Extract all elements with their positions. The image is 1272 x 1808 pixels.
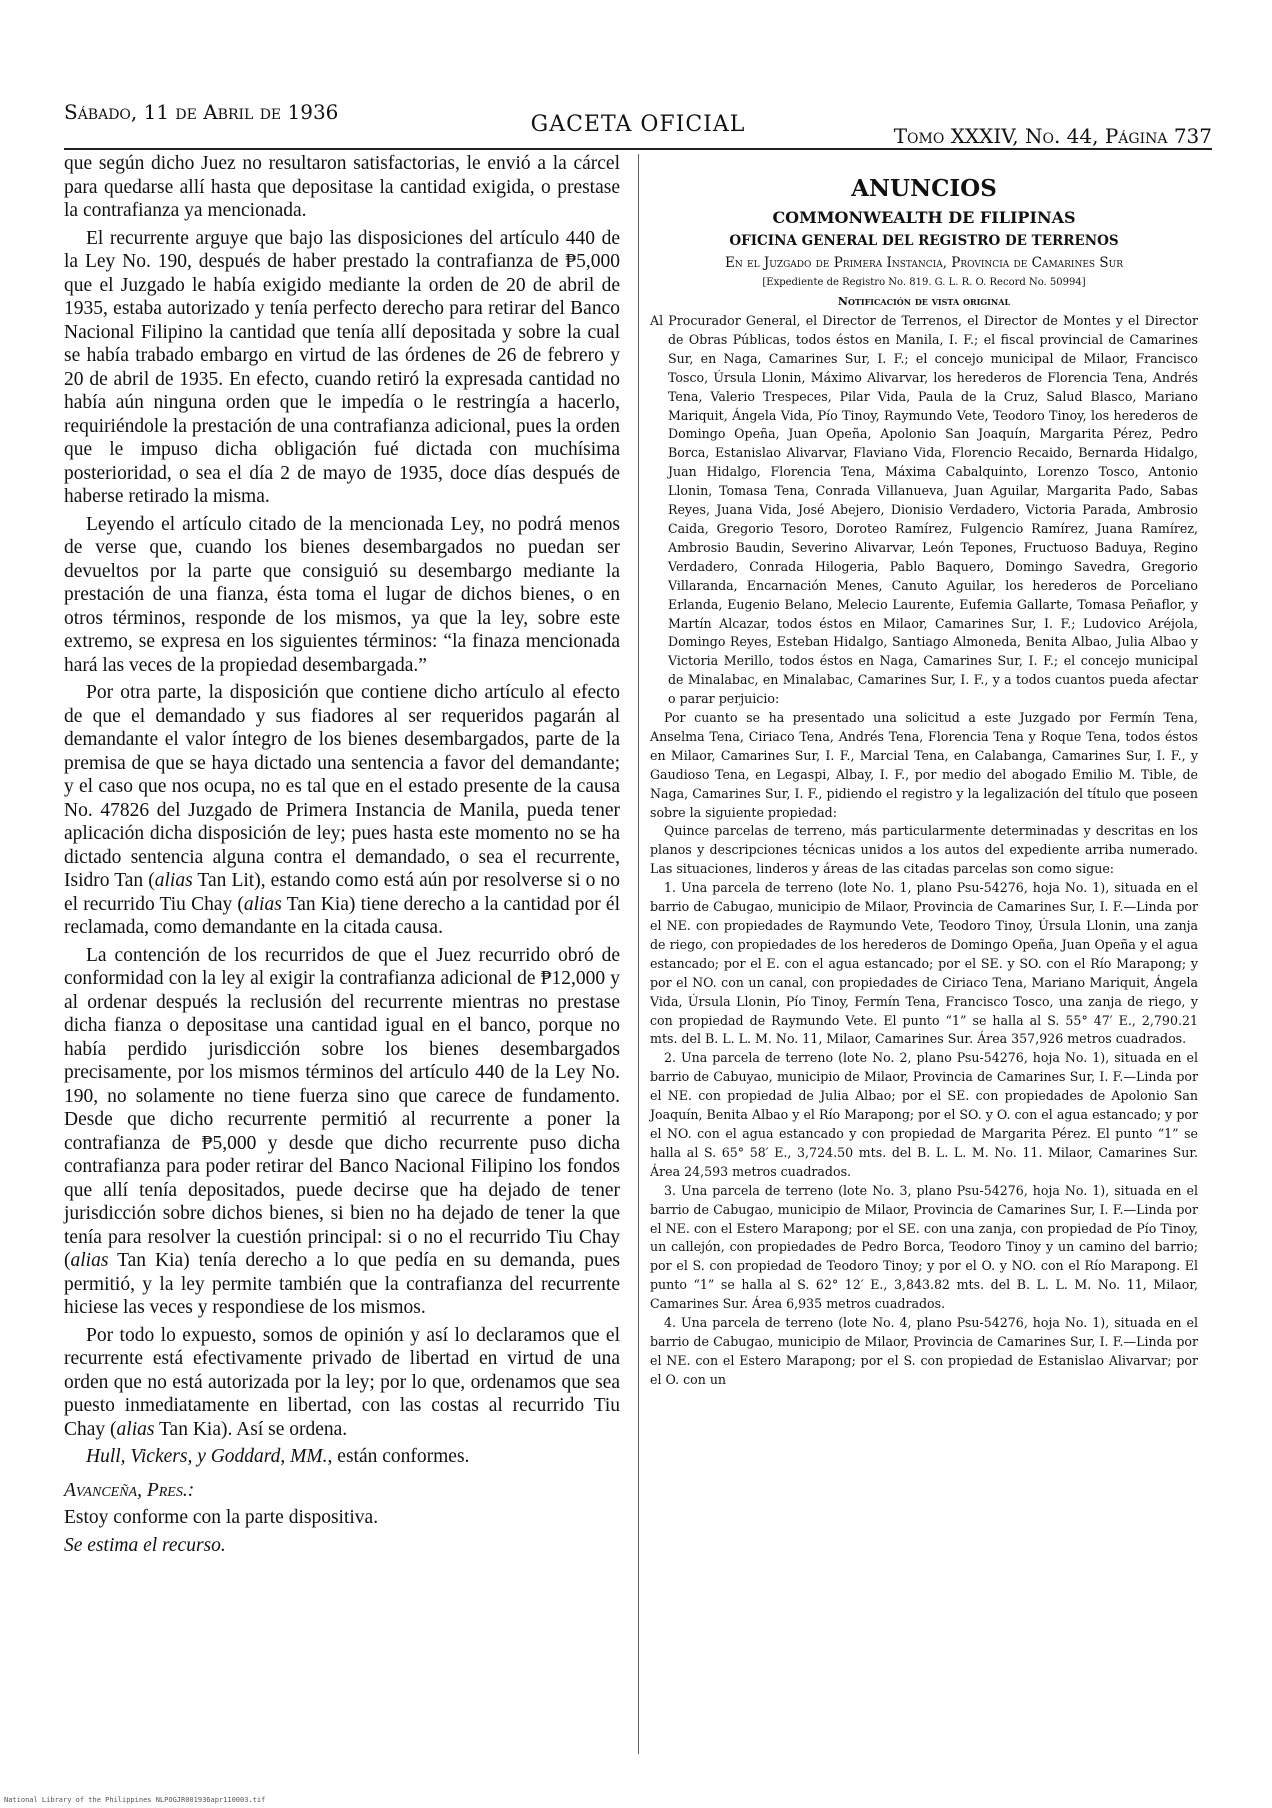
text-run: Tan Kia). Así se ordena. <box>154 1418 348 1440</box>
text-run: Avanceña, Pres.: <box>64 1479 195 1501</box>
section-title: ANUNCIOS <box>851 175 997 202</box>
text-run: Por todo lo expuesto, somos de opinión y así lo declaramos que el recurrente está efectivamente privado de libertad en virtud de una orden que no está autorizada por la ley; por lo que, ordenamos que sea puesto inmediatamente en libertad, con las costas al recurrido Tiu Chay ( <box>64 1324 620 1440</box>
announcements-column <box>650 174 1198 1390</box>
paragraph <box>64 681 620 940</box>
paragraph: Por cuanto se ha presentado una solicitud a este Juzgado por Fermín Tena, Anselma Tena, Ciriaco Tena, Andrés Tena, Florencia Tena y Roque Tena, todos éstos en Milaor, Camarines Sur, I. F., Marcial Tena, en Calabanga, Camarines Sur, I. F., y Gaudioso Tena, en Legaspi, Albay, I. F., por medio del abogado Emilio M. Tible, de Naga, Camarines Sur, I. F., pidiendo el registro y la legalización del título que poseen sobre la siguiente propiedad: <box>650 710 1198 820</box>
commonwealth-heading: COMMONWEALTH DE FILIPINAS <box>772 208 1076 227</box>
parcel-3: 3. Una parcela de terreno (lote No. 3, plano Psu-54276, hoja No. 1), situada en el barrio de Cabugao, municipio de Milaor, Provincia de Camarines Sur, I. F.—Linda por el NE. con el Estero Marapong; por el SE. con una zanja, con propiedad de Pío Tinoy, un callejón, con propiedades de Pedro Borca, Teodoro Tinoy y un camino del barrio; por el S. con propiedad de Teodoro Tinoy; y por el O. y NO. con el Río Marapong. El punto “1” se halla al S. 62° 12′ E., 3,843.82 mts. del B. L. L. M. No. 11, Milaor, Camarines Sur. Área 6,935 metros cuadrados. <box>650 1182 1198 1312</box>
text-run: Tan Kia) tiene derecho a la cantidad por él reclamada, como demandante en la citada causa. <box>64 893 620 938</box>
italic-alias: alias <box>243 893 282 915</box>
paragraph: Leyendo el artículo citado de la mencionada Ley, no podrá menos de verse que, cuando los bienes desembargados no puedan ser devueltos por la parte que consiguió su desembargo mediante la prestación de una fianza, ésta toma el lugar de dichos bienes, o en otros términos, responde de los mismos, ya que la ley, sobre este extremo, se expresa en los siguientes términos: “la finaza mencionada hará las veces de la propiedad desembargada.” <box>64 513 620 676</box>
text-run: Tan Lit), estando como está aún por resolverse si o no el recurrido Tiu Chay ( <box>64 870 620 915</box>
scan-footer: National Library of the Philippines NLPOGJR001936apr110003.tif <box>4 1796 266 1804</box>
notice-title: Notificación de vista original <box>837 295 1011 308</box>
column-divider <box>638 154 639 1754</box>
parcel-4: 4. Una parcela de terreno (lote No. 4, plano Psu-54276, hoja No. 1), situada en el barrio de Cabugao, municipio de Milaor, Provincia de Camarines Sur, I. F.—Linda por el NE. con el Estero Marapong; por el S. con propiedad de Estanislao Alivarvar; por el O. con un <box>650 1315 1198 1387</box>
text-run: Por otra parte, la disposición que contiene dicho artículo al efecto de que el demandado y sus fiadores al ser requeridos pagarán al demandante el valor íntegro de los bienes desembargados, parte de la premisa de que se haya dictado una sentencia a favor del demandante; y el caso que nos ocupa, no es tal que en el estado presente de la causa No. 47826 del Juzgado de Primera Instancia de Manila, pueda tener aplicación dicha disposición de ley; pues hasta este momento no se ha dictado sentencia alguna contra el demandado, o sea el recurrente, Isidro Tan ( <box>64 682 620 891</box>
italic-alias: alias <box>116 1418 155 1440</box>
ruling: Se estima el recurso. <box>64 1534 226 1556</box>
parcel-1: 1. Una parcela de terreno (lote No. 1, plano Psu-54276, hoja No. 1), situada en el barrio de Cabugao, municipio de Milaor, Provincia de Camarines Sur, I. F.—Linda por el NE. con propiedades de Raymundo Vete, Teodoro Tinoy, Úrsula Llonin, una zanja de riego, con propiedades de los herederos de Domingo Opeña, Juan Opeña y el agua estancado; por el E. con el agua estancado; por el SE. y SO. con el Río Marapong; y por el NO. con un canal, con propiedades de Ciriaco Tena, Mariano Mariquit, Ángela Vida, Úrsula Llonin, Pío Tinoy, Fermín Tena, Francisco Tosco, una zanja de riego, y con propiedad de Raymundo Vete. El punto “1” se halla al S. 55° 47′ E., 2,790.21 mts. del B. L. L. M. No. 11, Milaor, Camarines Sur. Área 357,926 metros cuadrados. <box>650 880 1198 1047</box>
signature-avancena <box>64 1479 620 1503</box>
paragraph: Quince parcelas de terreno, más particularmente determinadas y descritas en los planos y descripciones técnicas unidos a los autos del expediente arriba numerado. Las situaciones, linderos y áreas de las citadas parcelas son como sigue: <box>650 823 1198 877</box>
record-number: [Expediente de Registro No. 819. G. L. R. O. Record No. 50994] <box>762 277 1086 288</box>
publication-title: GACETA OFICIAL <box>530 112 746 137</box>
concurrence <box>64 1445 620 1469</box>
addressees: Al Procurador General, el Director de Terrenos, el Director de Montes y el Director de Obras Públicas, todos éstos en Manila, I. F.; el fiscal provincial de Camarines Sur, en Naga, Camarines Sur, I. F.; el concejo municipal de Milaor, Francisco Tosco, Úrsula Llonin, Máximo Alivarvar, los herederos de Florencia Tena, Andrés Tena, Valerio Trespeces, Pilar Vida, Paula de la Cruz, Salud Blasco, Mariano Mariquit, Ángela Vida, Pío Tinoy, Raymundo Vete, Teodoro Tinoy, los herederos de Domingo Opeña, Juan Opeña, Apolonio San Joaquín, Margarita Pérez, Pedro Borca, Estanislao Alivarvar, Flaviano Vida, Florencio Recaido, Bernarda Hidalgo, Juan Hidalgo, Florencia Tena, Máxima Cabalquinto, Lorenzo Tosco, Antonio Llonin, Tomasa Tena, Conrada Villanueva, Juan Aguilar, Margarita Pado, Sabas Reyes, Juana Vida, José Abejero, Dionisio Verdadero, Victoria Parada, Ambrosio Caida, Gregorio Tesoro, Doroteo Ramírez, Fulgencio Ramírez, Juana Ramírez, Ambrosio Baudin, Severino Alivarvar, León Tepones, Fructuoso Baduya, Regino Verdadero, Conrada Hilogeria, Pablo Baquero, Domingo Savedra, Gregorio Villaranda, Encarnación Menes, Canuto Aguilar, los herederos de Porceliano Erlanda, Eugenio Belano, Melecio Laurente, Eufemia Gallarte, Tomasa Peñaflor, y Martín Alcazar, todos éstos en Milaor, Camarines Sur, I. F.; Ludovico Aréjola, Domingo Reyes, Esteban Hidalgo, Santiago Almoneda, Benita Albao, Julia Albao y Victoria Merillo, todos éstos en Naga, Camarines Sur, I. F.; el concejo municipal de Minalabac, en Minalabac, Camarines Sur, I. F., y a todos cuantos pueda afectar o parar perjuicio: <box>650 313 1198 707</box>
text-run: La contención de los recurridos de que el Juez recurrido obró de conformidad con la ley al exigir la contrafianza adicional de ₱12,000 y al ordenar después la reclusión del recurrente mientras no prestase dicha fianza o depositase una cantidad igual en el banco, porque no había perdido jurisdicción sobre los bienes desembargados precisamente, por los mismos términos del artículo 440 de la Ley No. 190, no solamente no tiene fuerza sino que carece de fundamento. Desde que dicho recurrente permitió al recurrente a poner la contrafianza de ₱5,000 y desde que dicho recurrente puso dicha contrafianza para poder retirar del Banco Nacional Filipino los fondos que allí tenía depositados, puede decirse que ha dejado de tener jurisdicción sobre dichos bienes, si bien no ha dejado de tener la que tenía para resolver la cuestión principal: si o no el recurrido Tiu Chay ( <box>64 944 620 1271</box>
header-rule <box>64 148 1212 150</box>
text-run: Tan Kia) tenía derecho a lo que pedía en su demanda, pues permitió, y la ley permite también que la contrafianza del recurrente hiciese las veces y respondiese de los mismos. <box>64 1250 620 1318</box>
text-run: , están conformes. <box>327 1446 470 1467</box>
volume-page: Tomo XXXIV, No. 44, Página 737 <box>893 124 1212 148</box>
parcel-2: 2. Una parcela de terreno (lote No. 2, plano Psu-54276, hoja No. 1), situada en el barrio de Cabuyao, municipio de Milaor, Provincia de Camarines Sur, I. F.—Linda por el NE. con propiedad de Julia Albao; por el SE. con propiedades de Apolonio San Joaquín, Benita Albao y el Río Marapong; por el SO. y O. con el agua estancado; y por el NO. con el agua estancado y con propiedad de Margarita Pérez. El punto “1” se halla al S. 65° 58′ E., 3,724.50 mts. del B. L. L. M. No. 11. Milaor, Camarines Sur. Área 24,593 metros cuadrados. <box>650 1050 1198 1179</box>
paragraph <box>64 944 620 1320</box>
paragraph: El recurrente arguye que bajo las disposiciones del artículo 440 de la Ley No. 190, después de haber prestado la contrafianza de ₱5,000 que el Juzgado le había exigido mediante la orden de 20 de abril de 1935, estaba autorizado y tenía perfecto derecho para retirar del Banco Nacional Filipino la cantidad que tenía allí depositada y sobre la cual se había trabado embargo en virtud de las órdenes de 26 de febrero y 20 de abril de 1935. En efecto, cuando retiró la expresada cantidad no había aún ninguna orden que le impedía o le restringía a hacerlo, requiriéndole la prestación de una contrafianza adicional, pues la orden que le impuso dicha obligación fué dictada con muchísima posterioridad, o sea el día 2 de mayo de 1935, doce días después de haberse retirado la misma. <box>64 227 620 507</box>
court-heading: En el Juzgado de Primera Instancia, Provincia de Camarines Sur <box>724 255 1123 271</box>
italic-alias: alias <box>70 1250 109 1271</box>
statement: Estoy conforme con la parte dispositiva. <box>64 1507 379 1528</box>
decision-column <box>64 152 620 1561</box>
page-header <box>64 96 1212 148</box>
italic-alias: alias <box>154 870 193 891</box>
justices-names: Hull, Vickers, y Goddard, MM. <box>86 1446 328 1467</box>
paragraph: que según dicho Juez no resultaron satisfactorias, le envió a la cárcel para quedarse allí hasta que depositase la cantidad exigida, o prestase la contrafianza ya mencionada. <box>64 153 620 221</box>
issue-date: Sábado, 11 de Abril de 1936 <box>64 100 339 124</box>
paragraph <box>64 1324 620 1442</box>
office-heading: OFICINA GENERAL DEL REGISTRO DE TERRENOS <box>729 233 1119 249</box>
